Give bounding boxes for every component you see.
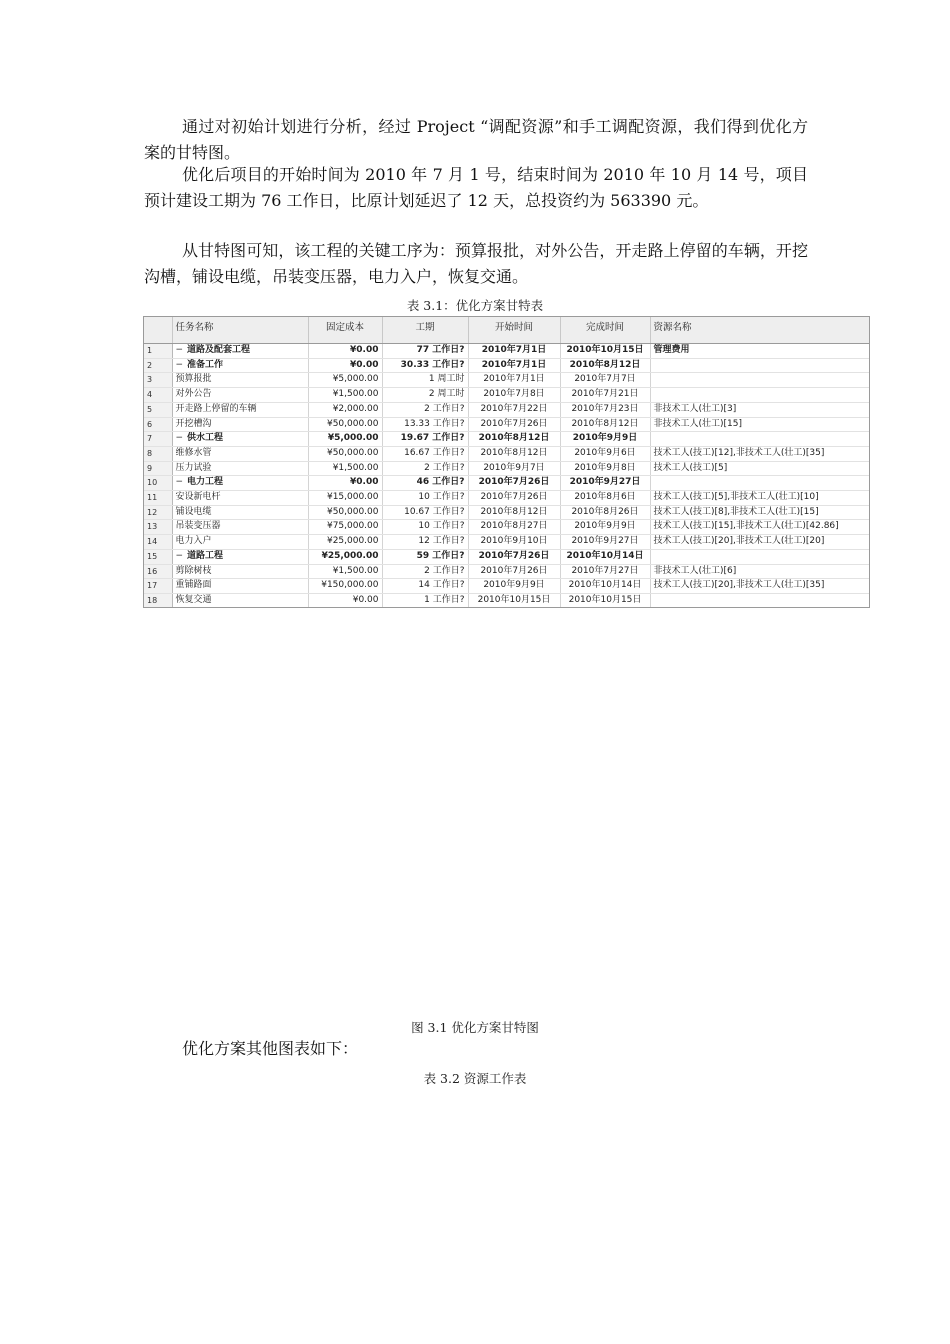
resource-cell [650,358,869,373]
task-name-cell: 电力入户 [172,535,308,550]
fixed-cost-cell: ¥75,000.00 [308,520,382,535]
task-name-cell [172,344,308,359]
table-row[interactable] [144,535,869,550]
resource-cell: 技术工人(技工)[15],非技术工人(壮工)[42.86] [650,520,869,535]
duration-cell: 2 周工时 [382,388,468,403]
table-row[interactable] [144,388,869,403]
column-header-task-name[interactable]: 任务名称 [172,317,308,344]
resource-cell [650,476,869,491]
finish-date-cell: 2010年10月15日 [560,344,650,359]
resource-cell: 管理费用 [650,344,869,359]
duration-cell: 2 工作日? [382,564,468,579]
finish-date-cell: 2010年7月23日 [560,402,650,417]
row-id: 16 [144,564,172,579]
fixed-cost-cell: ¥5,000.00 [308,373,382,388]
collapse-toggle-icon[interactable]: − [175,477,184,488]
row-id: 14 [144,535,172,550]
fixed-cost-cell: ¥50,000.00 [308,417,382,432]
resource-cell: 技术工人(技工)[8],非技术工人(壮工)[15] [650,505,869,520]
fixed-cost-cell: ¥25,000.00 [308,535,382,550]
table-row[interactable] [144,432,869,447]
table-row[interactable] [144,402,869,417]
start-date-cell: 2010年10月15日 [468,593,560,608]
task-name-cell: 剪除树枝 [172,564,308,579]
start-date-cell: 2010年9月7日 [468,461,560,476]
start-date-cell: 2010年8月12日 [468,432,560,447]
task-name-cell [172,432,308,447]
fixed-cost-cell: ¥15,000.00 [308,491,382,506]
finish-date-cell: 2010年9月6日 [560,446,650,461]
row-id: 18 [144,593,172,608]
fixed-cost-cell: ¥5,000.00 [308,432,382,447]
task-name-cell [172,476,308,491]
table-header-row [144,317,869,344]
table-row[interactable] [144,446,869,461]
start-date-cell: 2010年7月22日 [468,402,560,417]
finish-date-cell: 2010年10月14日 [560,579,650,594]
table-caption-3-1: 表 3.1：优化方案甘特表 [406,298,544,313]
collapse-toggle-icon[interactable]: − [175,550,184,561]
critical-path-paragraph: 从甘特图可知，该工程的关键工序为：预算报批，对外公告，开走路上停留的车辆，开挖沟槽，铺设电缆，吊装变压器，电力入户，恢复交通。 [144,241,808,286]
table-row[interactable] [144,579,869,594]
duration-cell: 46 工作日? [382,476,468,491]
duration-cell: 10 工作日? [382,491,468,506]
start-date-cell: 2010年8月12日 [468,505,560,520]
duration-cell: 1 工作日? [382,593,468,608]
table-row[interactable] [144,564,869,579]
column-header-duration[interactable]: 工期 [382,317,468,344]
fixed-cost-cell: ¥25,000.00 [308,549,382,564]
start-date-cell: 2010年7月1日 [468,358,560,373]
task-name-cell: 对外公告 [172,388,308,403]
finish-date-cell: 2010年10月15日 [560,593,650,608]
duration-cell: 30.33 工作日? [382,358,468,373]
column-header-finish[interactable]: 完成时间 [560,317,650,344]
table-caption-3-2: 表 3.2 资源工作表 [423,1071,527,1086]
row-id: 9 [144,461,172,476]
table-row[interactable] [144,491,869,506]
resource-cell [650,432,869,447]
fixed-cost-cell: ¥1,500.00 [308,388,382,403]
task-name-label: 道路及配套工程 [187,345,251,355]
table-row[interactable] [144,417,869,432]
start-date-cell: 2010年7月1日 [468,373,560,388]
task-name-cell: 压力试验 [172,461,308,476]
duration-cell: 10 工作日? [382,520,468,535]
duration-cell: 19.67 工作日? [382,432,468,447]
other-charts-paragraph: 优化方案其他图表如下： [182,1039,359,1058]
collapse-toggle-icon[interactable]: − [175,359,184,370]
intro-paragraph: 通过对初始计划进行分析，经过 Project “调配资源”和手工调配资源，我们得到优化方案的甘特图。 [144,117,808,162]
duration-cell: 2 工作日? [382,402,468,417]
table-row[interactable] [144,476,869,491]
task-name-cell [172,358,308,373]
table-row[interactable] [144,358,869,373]
row-id: 3 [144,373,172,388]
table-row[interactable] [144,593,869,608]
row-id: 8 [144,446,172,461]
start-date-cell: 2010年7月26日 [468,491,560,506]
task-name-cell: 吊装变压器 [172,520,308,535]
row-id: 17 [144,579,172,594]
task-name-cell: 恢复交通 [172,593,308,608]
row-id: 12 [144,505,172,520]
duration-cell: 16.67 工作日? [382,446,468,461]
schedule-summary-paragraph: 优化后项目的开始时间为 2010 年 7 月 1 号，结束时间为 2010 年 10 月 14 号，项目预计建设工期为 76 工作日，比原计划延迟了 12 天，总投资约为 563390 元。 [144,165,808,210]
resource-cell [650,388,869,403]
fixed-cost-cell: ¥0.00 [308,476,382,491]
table-row[interactable] [144,520,869,535]
table-row[interactable] [144,505,869,520]
row-id: 10 [144,476,172,491]
start-date-cell: 2010年7月26日 [468,564,560,579]
resource-cell: 非技术工人(壮工)[15] [650,417,869,432]
resource-cell: 技术工人(技工)[20],非技术工人(壮工)[35] [650,579,869,594]
row-id: 11 [144,491,172,506]
table-row[interactable] [144,549,869,564]
start-date-cell: 2010年7月26日 [468,417,560,432]
duration-cell: 12 工作日? [382,535,468,550]
gantt-table-grid [144,317,870,608]
duration-cell: 59 工作日? [382,549,468,564]
finish-date-cell: 2010年9月8日 [560,461,650,476]
table-body [144,344,869,609]
figure-caption-3-1: 图 3.1 优化方案甘特图 [411,1020,539,1035]
table-row[interactable] [144,461,869,476]
task-name-label: 道路工程 [187,550,224,561]
fixed-cost-cell: ¥0.00 [308,593,382,608]
fixed-cost-cell: ¥2,000.00 [308,402,382,417]
duration-cell: 77 工作日? [382,344,468,359]
row-id: 13 [144,520,172,535]
finish-date-cell: 2010年9月9日 [560,520,650,535]
duration-cell: 14 工作日? [382,579,468,594]
duration-cell: 2 工作日? [382,461,468,476]
task-name-cell: 开走路上停留的车辆 [172,402,308,417]
task-name-cell: 安设新电杆 [172,491,308,506]
row-id: 15 [144,549,172,564]
task-name-label: 准备工作 [187,359,224,370]
column-header-resource[interactable]: 资源名称 [650,317,869,344]
collapse-toggle-icon[interactable]: − [175,345,184,355]
start-date-cell: 2010年7月8日 [468,388,560,403]
finish-date-cell: 2010年9月27日 [560,476,650,491]
finish-date-cell: 2010年8月12日 [560,358,650,373]
fixed-cost-cell: ¥0.00 [308,344,382,359]
start-date-cell: 2010年8月12日 [468,446,560,461]
duration-cell: 10.67 工作日? [382,505,468,520]
start-date-cell: 2010年9月10日 [468,535,560,550]
finish-date-cell: 2010年7月27日 [560,564,650,579]
start-date-cell: 2010年7月26日 [468,476,560,491]
start-date-cell: 2010年7月26日 [468,549,560,564]
finish-date-cell: 2010年7月21日 [560,388,650,403]
resource-cell: 技术工人(技工)[5] [650,461,869,476]
resource-cell: 技术工人(技工)[20],非技术工人(壮工)[20] [650,535,869,550]
finish-date-cell: 2010年8月26日 [560,505,650,520]
start-date-cell: 2010年7月1日 [468,344,560,359]
finish-date-cell: 2010年10月14日 [560,549,650,564]
resource-cell: 非技术工人(壮工)[6] [650,564,869,579]
row-id: 1 [144,344,172,359]
fixed-cost-cell: ¥50,000.00 [308,505,382,520]
fixed-cost-cell: ¥50,000.00 [308,446,382,461]
row-id: 5 [144,402,172,417]
task-name-label: 供水工程 [187,433,224,444]
finish-date-cell: 2010年9月27日 [560,535,650,550]
finish-date-cell: 2010年9月9日 [560,432,650,447]
resource-cell: 技术工人(技工)[12],非技术工人(壮工)[35] [650,446,869,461]
resource-cell [650,373,869,388]
fixed-cost-cell: ¥1,500.00 [308,564,382,579]
fixed-cost-cell: ¥1,500.00 [308,461,382,476]
resource-cell: 技术工人(技工)[5],非技术工人(壮工)[10] [650,491,869,506]
finish-date-cell: 2010年8月12日 [560,417,650,432]
column-header-id [144,317,172,344]
gantt-table [143,316,870,608]
collapse-toggle-icon[interactable]: − [175,433,184,444]
fixed-cost-cell: ¥150,000.00 [308,579,382,594]
task-name-label: 电力工程 [187,477,224,488]
row-id: 4 [144,388,172,403]
finish-date-cell: 2010年7月7日 [560,373,650,388]
task-name-cell: 重铺路面 [172,579,308,594]
row-id: 6 [144,417,172,432]
row-id: 2 [144,358,172,373]
start-date-cell: 2010年8月27日 [468,520,560,535]
resource-cell: 非技术工人(壮工)[3] [650,402,869,417]
resource-cell [650,549,869,564]
table-row[interactable] [144,373,869,388]
finish-date-cell: 2010年8月6日 [560,491,650,506]
column-header-fixed-cost[interactable]: 固定成本 [308,317,382,344]
duration-cell: 1 周工时 [382,373,468,388]
task-name-cell: 开挖槽沟 [172,417,308,432]
resource-cell [650,593,869,608]
task-name-cell: 铺设电缆 [172,505,308,520]
fixed-cost-cell: ¥0.00 [308,358,382,373]
column-header-start[interactable]: 开始时间 [468,317,560,344]
row-id: 7 [144,432,172,447]
task-name-cell [172,549,308,564]
task-name-cell: 预算报批 [172,373,308,388]
table-row[interactable] [144,344,869,359]
task-name-cell: 维修水管 [172,446,308,461]
duration-cell: 13.33 工作日? [382,417,468,432]
start-date-cell: 2010年9月9日 [468,579,560,594]
